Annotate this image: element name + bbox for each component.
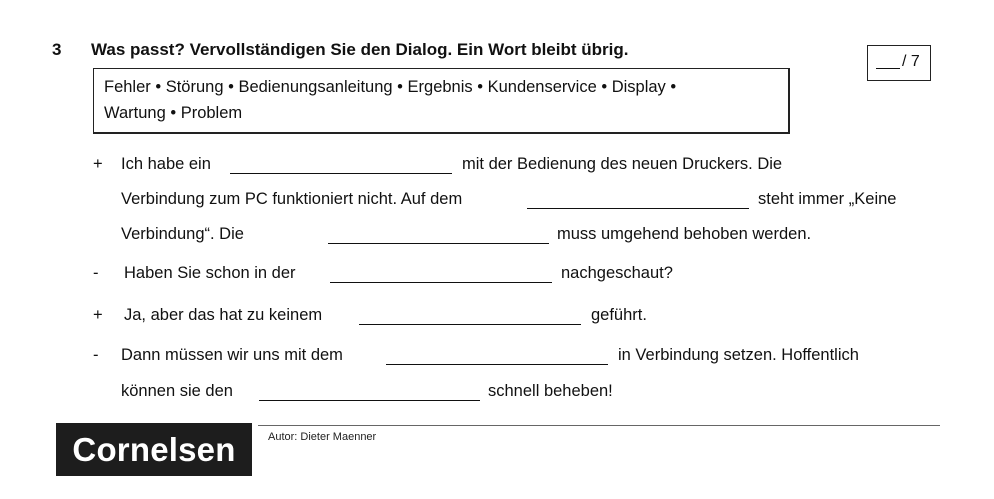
dialog-text: nachgeschaut? bbox=[561, 264, 673, 282]
answer-blank-3[interactable] bbox=[328, 243, 549, 244]
score-box bbox=[867, 45, 931, 81]
dialog-text: können sie den bbox=[121, 382, 233, 400]
word-box-line-1: Fehler • Störung • Bedienungsanleitung • Ergebnis • Kundenservice • Display • bbox=[104, 78, 677, 96]
word-box-line-2: Wartung • Problem bbox=[104, 104, 243, 122]
dialog-text: Dann müssen wir uns mit dem bbox=[121, 346, 343, 364]
dialog-text: steht immer „Keine bbox=[758, 190, 897, 208]
answer-blank-1[interactable] bbox=[230, 173, 452, 174]
exercise-instruction: Was passt? Vervollständigen Sie den Dialog. Ein Wort bleibt übrig. bbox=[91, 40, 629, 59]
answer-blank-4[interactable] bbox=[330, 282, 552, 283]
answer-blank-5[interactable] bbox=[359, 324, 581, 325]
speaker-marker: - bbox=[93, 264, 99, 282]
cornelsen-logo: Cornelsen bbox=[56, 423, 252, 476]
author-credit: Autor: Dieter Maenner bbox=[268, 431, 377, 443]
dialog-text: Haben Sie schon in der bbox=[124, 264, 296, 282]
answer-blank-7[interactable] bbox=[259, 400, 480, 401]
dialog-text: Verbindung zum PC funktioniert nicht. Auf dem bbox=[121, 190, 463, 208]
dialog-text: mit der Bedienung des neuen Druckers. Die bbox=[462, 155, 783, 173]
score-max: / 7 bbox=[902, 53, 920, 70]
dialog-text: geführt. bbox=[591, 306, 647, 324]
footer-divider bbox=[258, 425, 940, 426]
speaker-marker: - bbox=[93, 346, 99, 364]
word-box bbox=[93, 68, 790, 134]
score-blank[interactable] bbox=[876, 68, 900, 69]
dialog-text: muss umgehend behoben werden. bbox=[557, 225, 812, 243]
dialog-text: Verbindung“. Die bbox=[121, 225, 244, 243]
dialog-text: Ich habe ein bbox=[121, 155, 211, 173]
dialog-text: schnell beheben! bbox=[488, 382, 613, 400]
exercise-number: 3 bbox=[52, 40, 62, 59]
answer-blank-6[interactable] bbox=[386, 364, 608, 365]
dialog-text: Ja, aber das hat zu keinem bbox=[124, 306, 323, 324]
speaker-marker: + bbox=[93, 306, 103, 324]
speaker-marker: + bbox=[93, 155, 103, 173]
dialog-text: in Verbindung setzen. Hoffentlich bbox=[618, 346, 859, 364]
answer-blank-2[interactable] bbox=[527, 208, 749, 209]
